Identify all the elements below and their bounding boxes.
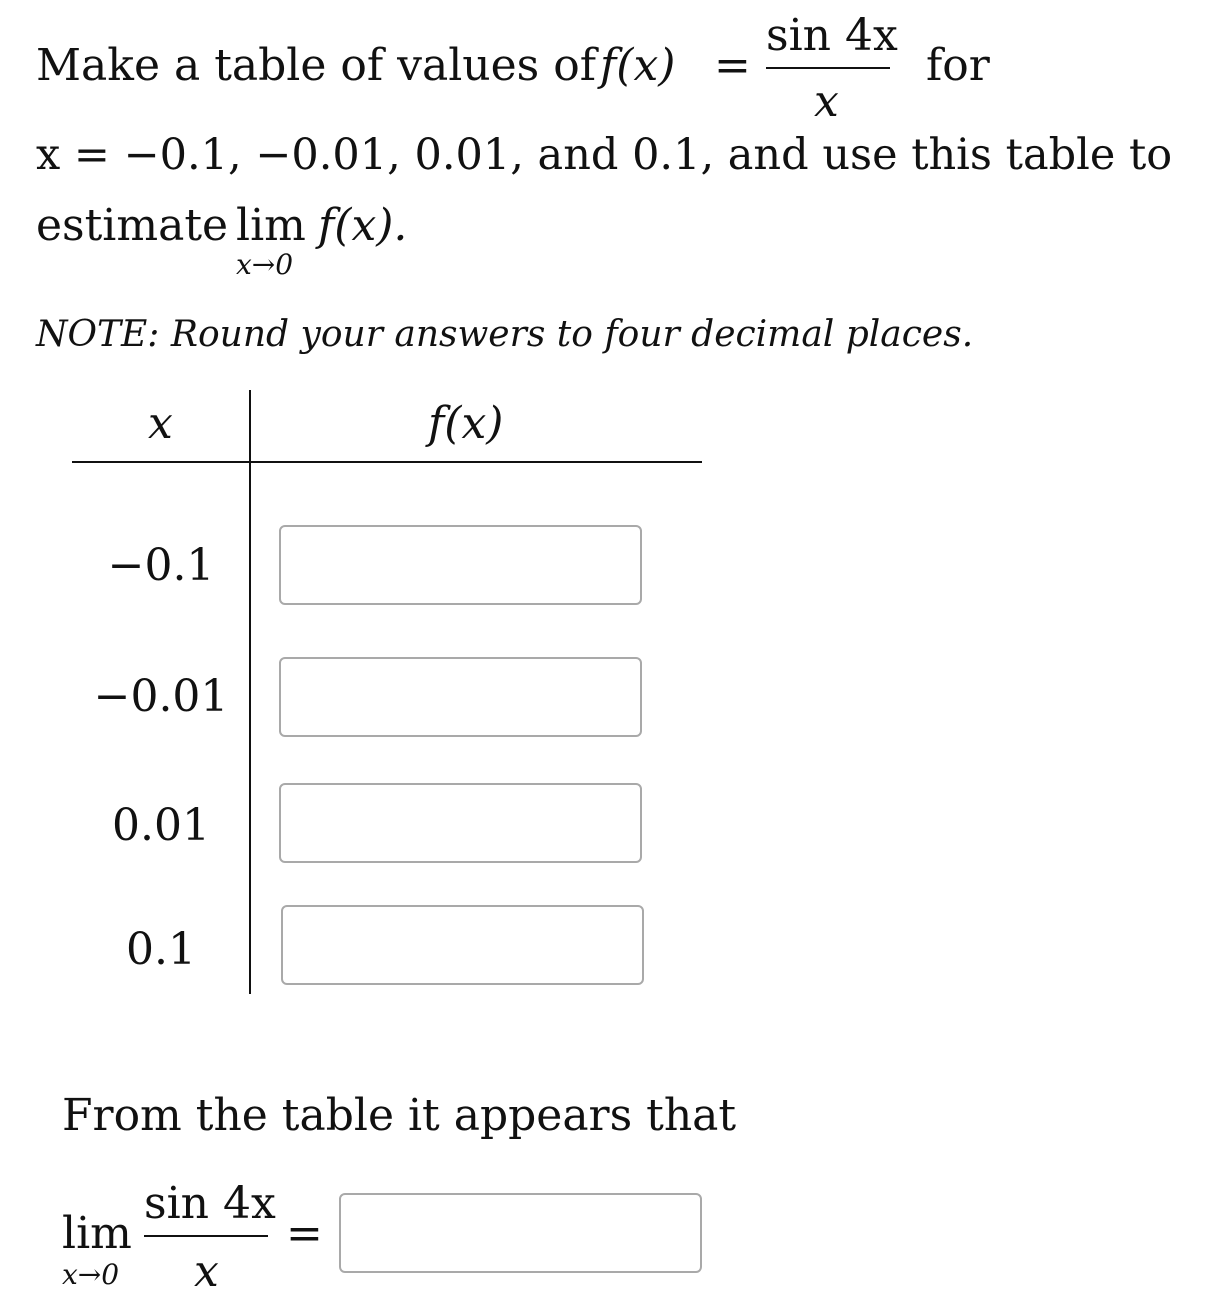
limit-operator: lim: [236, 200, 306, 251]
fx-answer-input[interactable]: [281, 905, 644, 985]
table-header-divider: [72, 461, 702, 463]
x-value: −0.01: [93, 671, 229, 722]
conclusion-text: From the table it appears that: [62, 1090, 737, 1141]
conclusion-equals-sign: =: [286, 1208, 323, 1259]
conclusion-numerator: sin 4x: [144, 1178, 276, 1229]
x-value: 0.1: [126, 924, 196, 975]
fraction-denominator: x: [814, 76, 839, 127]
limit-answer-input[interactable]: [339, 1193, 702, 1273]
conclusion-denominator: x: [194, 1246, 219, 1297]
for-text: for: [926, 40, 990, 91]
column-header-x: x: [148, 398, 173, 449]
fraction-numerator: sin 4x: [766, 10, 898, 61]
x-value: 0.01: [112, 800, 210, 851]
fx-answer-input[interactable]: [279, 657, 642, 737]
x-value: −0.1: [107, 540, 215, 591]
fx-answer-input[interactable]: [279, 525, 642, 605]
equals-sign: =: [714, 40, 751, 91]
conclusion-limit-operator: lim: [62, 1208, 132, 1259]
fx-answer-input[interactable]: [279, 783, 642, 863]
problem-intro: Make a table of values of: [36, 40, 597, 91]
conclusion-fraction-bar: [144, 1235, 268, 1237]
limit-subscript: x→0: [236, 248, 294, 281]
rounding-note: NOTE: Round your answers to four decimal places.: [36, 314, 974, 355]
estimate-text: estimate: [36, 200, 229, 251]
values-line: x = −0.1, −0.01, 0.01, and 0.1, and use this table to: [36, 130, 1173, 180]
conclusion-limit-subscript: x→0: [62, 1258, 120, 1291]
column-header-fx: f(x): [428, 398, 504, 449]
function-label: f(x): [600, 40, 676, 91]
limit-function: f(x).: [318, 200, 408, 251]
fraction-bar: [766, 67, 890, 69]
